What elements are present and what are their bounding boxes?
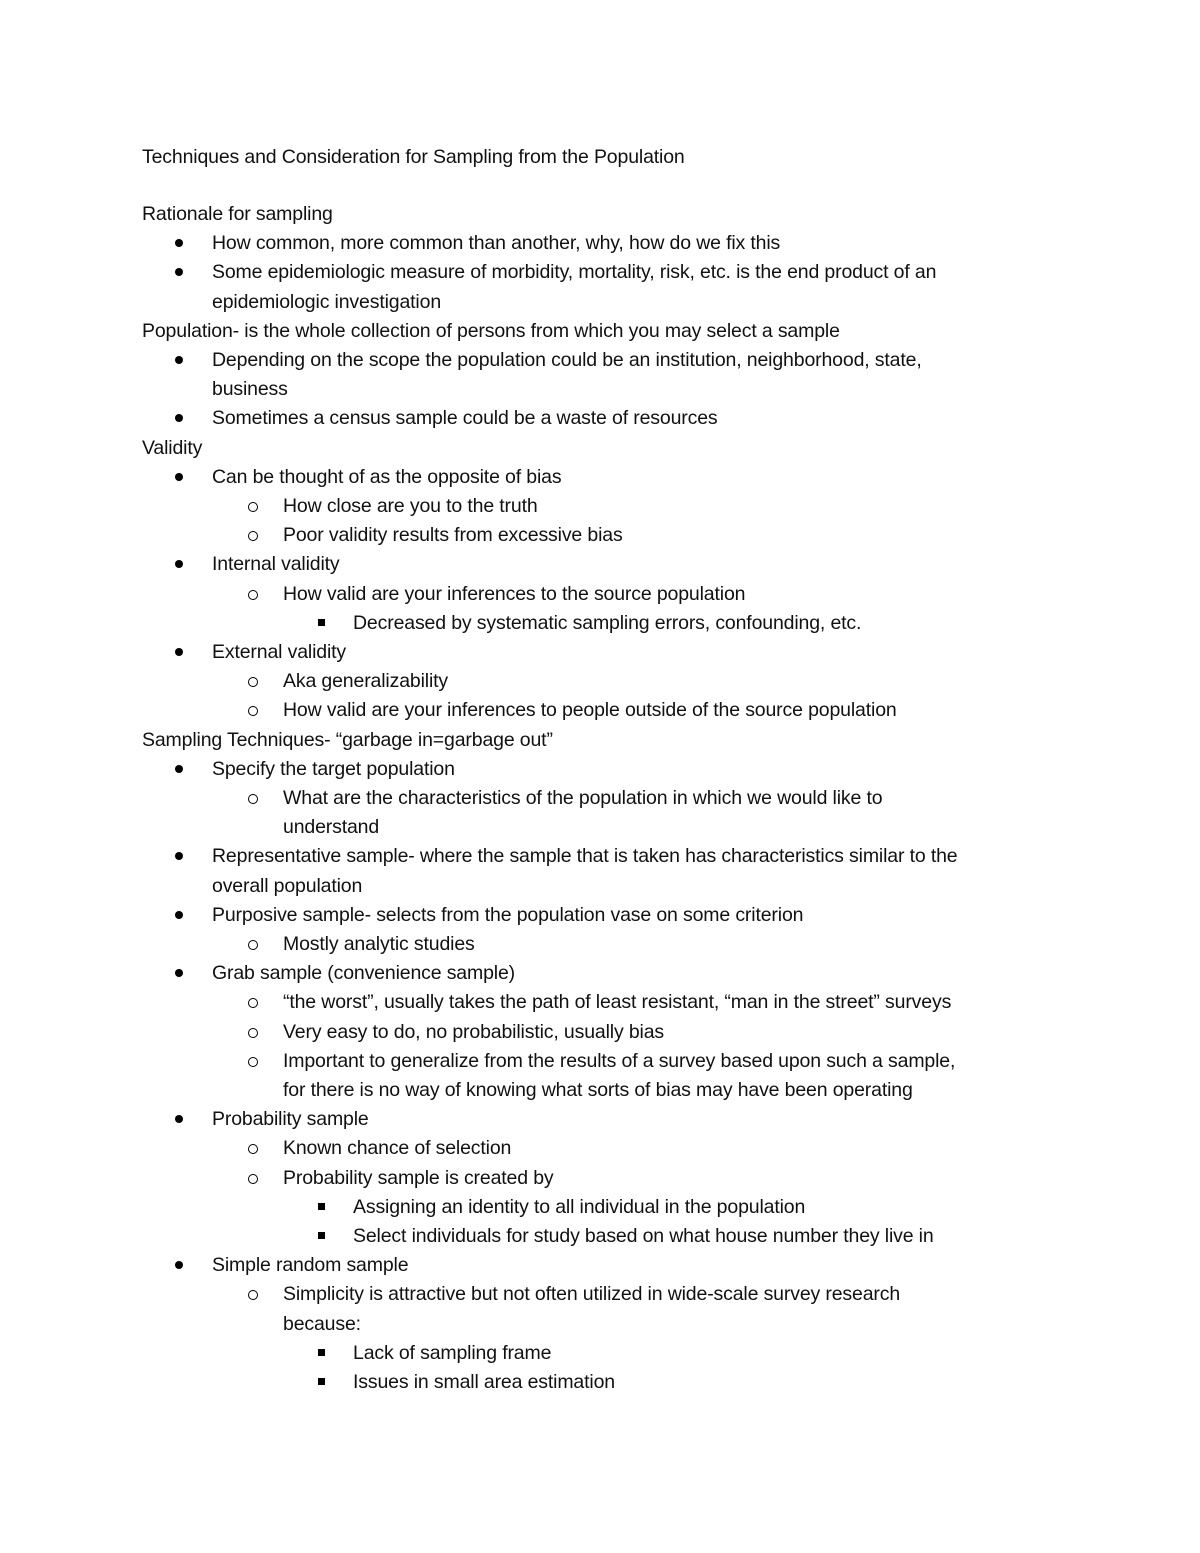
list-item-text: Simplicity is attractive but not often utilized in wide-scale survey research — [283, 1283, 901, 1305]
bullet-disc-icon — [175, 1115, 183, 1123]
bullet-square-icon — [318, 1232, 325, 1239]
bullet-circle-icon — [248, 794, 258, 804]
list-item-text: How common, more common than another, why, how do we fix this — [212, 232, 781, 254]
list-item-text: Depending on the scope the population could be an institution, neighborhood, state, — [212, 349, 922, 371]
list-item-text: Lack of sampling frame — [353, 1342, 552, 1364]
list-item-text: because: — [283, 1313, 361, 1335]
bullet-circle-icon — [248, 590, 258, 600]
section-heading-text: Validity — [142, 437, 203, 459]
list-item-text: Sometimes a census sample could be a waste of resources — [212, 407, 718, 429]
bullet-disc-icon — [175, 268, 183, 276]
bullet-disc-icon — [175, 560, 183, 568]
bullet-circle-icon — [248, 677, 258, 687]
bullet-square-icon — [318, 619, 325, 626]
list-item-text: for there is no way of knowing what sorts of bias may have been operating — [283, 1079, 913, 1101]
list-item-text: External validity — [212, 641, 347, 663]
section-heading-text: Population- is the whole collection of persons from which you may select a sample — [142, 320, 840, 342]
list-item-text: Probability sample — [212, 1108, 369, 1130]
bullet-disc-icon — [175, 765, 183, 773]
list-item-text: How valid are your inferences to people outside of the source population — [283, 699, 897, 721]
list-item-text: overall population — [212, 875, 363, 897]
bullet-disc-icon — [175, 239, 183, 247]
bullet-disc-icon — [175, 356, 183, 364]
list-item-text: business — [212, 378, 288, 400]
list-item-text: Internal validity — [212, 553, 340, 575]
bullet-circle-icon — [248, 706, 258, 716]
list-item-text: Poor validity results from excessive bias — [283, 524, 623, 546]
list-item-text: Some epidemiologic measure of morbidity, mortality, risk, etc. is the end product of an — [212, 261, 937, 283]
list-item-text: Known chance of selection — [283, 1137, 512, 1159]
bullet-circle-icon — [248, 502, 258, 512]
bullet-circle-icon — [248, 1290, 258, 1300]
bullet-disc-icon — [175, 473, 183, 481]
list-item-text: Decreased by systematic sampling errors, confounding, etc. — [353, 612, 862, 634]
list-item-text: “the worst”, usually takes the path of least resistant, “man in the street” surveys — [283, 991, 952, 1013]
bullet-circle-icon — [248, 1144, 258, 1154]
list-item-text: understand — [283, 816, 380, 838]
bullet-circle-icon — [248, 531, 258, 541]
list-item-text: Simple random sample — [212, 1254, 409, 1276]
bullet-disc-icon — [175, 911, 183, 919]
bullet-disc-icon — [175, 852, 183, 860]
section-heading-text: Rationale for sampling — [142, 203, 333, 225]
bullet-circle-icon — [248, 1174, 258, 1184]
bullet-square-icon — [318, 1378, 325, 1385]
list-item-text: epidemiologic investigation — [212, 291, 442, 313]
list-item-text: How close are you to the truth — [283, 495, 538, 517]
section-heading-text: Sampling Techniques- “garbage in=garbage out” — [142, 729, 553, 751]
bullet-square-icon — [318, 1349, 325, 1356]
bullet-circle-icon — [248, 940, 258, 950]
list-item-text: Mostly analytic studies — [283, 933, 475, 955]
list-item-text: Important to generalize from the results of a survey based upon such a sample, — [283, 1050, 956, 1072]
list-item-text: What are the characteristics of the population in which we would like to — [283, 787, 883, 809]
bullet-circle-icon — [248, 1028, 258, 1038]
list-item-text: Assigning an identity to all individual in the population — [353, 1196, 806, 1218]
bullet-disc-icon — [175, 1261, 183, 1269]
list-item-text: Very easy to do, no probabilistic, usually bias — [283, 1021, 664, 1043]
bullet-square-icon — [318, 1203, 325, 1210]
bullet-circle-icon — [248, 1057, 258, 1067]
list-item-text: Grab sample (convenience sample) — [212, 962, 516, 984]
document-title-text: Techniques and Consideration for Sampling from the Population — [142, 146, 685, 168]
list-item-text: Probability sample is created by — [283, 1167, 554, 1189]
list-item-text: Select individuals for study based on what house number they live in — [353, 1225, 934, 1247]
bullet-disc-icon — [175, 969, 183, 977]
list-item-text: Aka generalizability — [283, 670, 449, 692]
bullet-disc-icon — [175, 414, 183, 422]
bullet-circle-icon — [248, 998, 258, 1008]
list-item-text: Purposive sample- selects from the population vase on some criterion — [212, 904, 804, 926]
document-title — [142, 145, 685, 169]
bullet-disc-icon — [175, 648, 183, 656]
list-item-text: How valid are your inferences to the source population — [283, 583, 746, 605]
list-item-text: Can be thought of as the opposite of bias — [212, 466, 562, 488]
list-item-text: Issues in small area estimation — [353, 1371, 615, 1393]
list-item-text: Specify the target population — [212, 758, 455, 780]
list-item-text: Representative sample- where the sample that is taken has characteristics similar to the — [212, 845, 958, 867]
